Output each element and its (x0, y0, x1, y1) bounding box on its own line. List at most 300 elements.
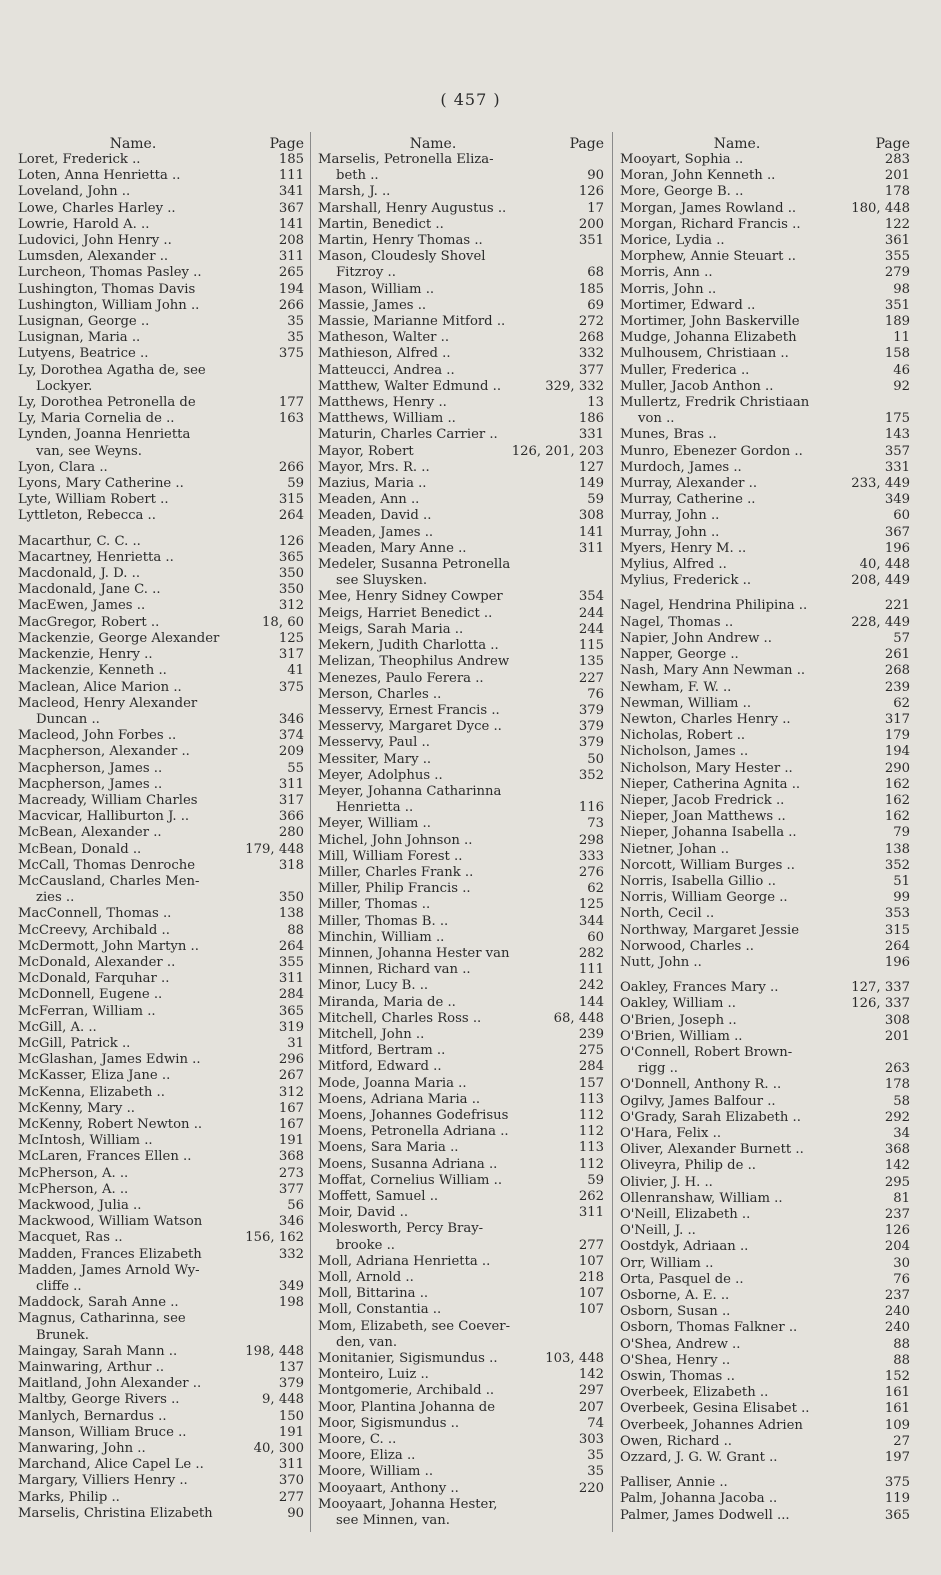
entry-name: Monitanier, Sigismundus .. (318, 1351, 498, 1367)
entry-page: 266 (278, 459, 304, 475)
entry-page: 141 (578, 524, 604, 540)
entry-name: Norwood, Charles .. (620, 938, 754, 954)
entry-name: McCall, Thomas Denroche (18, 857, 196, 873)
entry-name: Palliser, Annie .. (620, 1475, 728, 1491)
index-entry (620, 1369, 910, 1385)
entry-name: McPherson, A. .. (18, 1165, 129, 1181)
entry-page: 265 (278, 265, 304, 281)
entry-page: 27 (893, 1433, 910, 1449)
entry-name: Napper, George .. (620, 647, 739, 663)
entry-name: Murray, John .. (620, 524, 720, 540)
index-entry (318, 1205, 604, 1221)
index-entry (620, 1126, 910, 1142)
entry-page: 162 (884, 792, 910, 808)
index-entry (18, 346, 304, 362)
entry-page: 62 (587, 881, 604, 897)
index-entry (18, 508, 304, 524)
entry-name: see Minnen, van. (336, 1513, 450, 1529)
index-entry (318, 833, 604, 849)
index-entry (18, 1052, 304, 1068)
entry-name: Macpherson, James .. (18, 776, 163, 792)
index-entry (18, 1409, 304, 1425)
index-entry (18, 249, 304, 265)
entry-page: 79 (893, 825, 910, 841)
index-entry (18, 825, 304, 841)
column-header (318, 128, 604, 152)
entry-name: Mill, William Forest .. (318, 848, 463, 864)
entry-name: Miller, Thomas .. (318, 897, 431, 913)
entry-page: 81 (893, 1190, 910, 1206)
entry-name: den, van. (336, 1334, 398, 1350)
entry-page: 379 (578, 735, 604, 751)
index-entry (318, 217, 604, 233)
index-entry (318, 508, 604, 524)
entry-page: 178 (884, 1077, 910, 1093)
index-entry (620, 980, 910, 996)
entry-page: 112 (578, 1107, 604, 1123)
entry-name: Mylius, Frederick .. (620, 573, 752, 589)
entry-page: 221 (884, 598, 910, 614)
index-entry (620, 249, 910, 265)
index-entry (620, 184, 910, 200)
entry-page: 349 (278, 1279, 304, 1295)
entry-name: Lowrie, Harold A. .. (18, 216, 150, 232)
index-entry (18, 1036, 304, 1052)
index-entry (318, 152, 604, 168)
entry-page: 240 (884, 1320, 910, 1336)
entry-name: Ozzard, J. G. W. Grant .. (620, 1450, 778, 1466)
index-entry (18, 1457, 304, 1473)
entry-name: McGill, Patrick .. (18, 1035, 131, 1051)
entry-page: 375 (278, 346, 304, 362)
index-entry (620, 809, 910, 825)
entry-name: McDonald, Alexander .. (18, 954, 176, 970)
index-entry (620, 314, 910, 330)
entry-name: Maddock, Sarah Anne .. (18, 1295, 179, 1311)
entry-name: Lockyer. (36, 378, 93, 394)
page-number: ( 457 ) (440, 90, 501, 109)
index-entry (318, 816, 604, 832)
index-entry (18, 1392, 304, 1408)
entry-page: 282 (578, 945, 604, 961)
index-entry (318, 184, 604, 200)
entry-page: 41 (287, 663, 304, 679)
index-entry (620, 1304, 910, 1320)
entry-name: Mackenzie, Henry .. (18, 647, 153, 663)
index-entry (620, 1385, 910, 1401)
entry-name: Molesworth, Percy Bray- (318, 1221, 484, 1237)
index-entry (620, 201, 910, 217)
entry-name: Lusignan, Maria .. (18, 330, 141, 346)
index-entry (18, 809, 304, 825)
index-entry (620, 996, 910, 1012)
index-entry (620, 712, 910, 728)
index-entry (18, 1506, 304, 1522)
entry-page: 312 (278, 598, 304, 614)
index-entry (318, 411, 604, 427)
index-entry (18, 939, 304, 955)
entry-page: 167 (278, 1100, 304, 1116)
entry-page: 50 (587, 751, 604, 767)
entry-name: Moore, C. .. (318, 1432, 397, 1448)
entry-name: Lusignan, George .. (18, 314, 150, 330)
entry-name: Macquet, Ras .. (18, 1230, 123, 1246)
index-entry (620, 233, 910, 249)
entry-name: Massie, James .. (318, 297, 427, 313)
index-entry (18, 582, 304, 598)
entry-name: Madden, James Arnold Wy- (18, 1262, 200, 1278)
entry-name: Macarthur, C. C. .. (18, 533, 141, 549)
entry-name: Mulhousem, Christiaan .. (620, 346, 789, 362)
entry-page: 98 (893, 281, 910, 297)
entry-name: Maltby, George Rivers .. (18, 1392, 180, 1408)
entry-name: Nietner, Johan .. (620, 841, 730, 857)
index-entry (18, 1101, 304, 1117)
entry-name: Marselis, Christina Elizabeth (18, 1505, 213, 1521)
index-entry (620, 217, 910, 233)
index-entry (18, 615, 304, 631)
entry-name: Minnen, Richard van .. (318, 962, 471, 978)
index-entry (18, 647, 304, 663)
entry-page: 107 (578, 1302, 604, 1318)
entry-page: 317 (884, 711, 910, 727)
entry-page: 103, 448 (545, 1351, 604, 1367)
entry-name: Matthews, Henry .. (318, 395, 447, 411)
entry-page: 180, 448 (851, 200, 910, 216)
entry-page: 375 (278, 679, 304, 695)
entry-name: Mitford, Edward .. (318, 1059, 442, 1075)
index-entry (620, 1110, 910, 1126)
index-entry (620, 842, 910, 858)
index-entry (18, 680, 304, 696)
entry-name: Meaden, James .. (318, 524, 434, 540)
index-entry (620, 761, 910, 777)
entry-name: cliffe .. (36, 1279, 82, 1295)
entry-name: Mayor, Mrs. R. .. (318, 459, 430, 475)
entry-page: 240 (884, 1304, 910, 1320)
entry-name: Morice, Lydia .. (620, 233, 725, 249)
entry-page: 244 (578, 621, 604, 637)
entry-page: 317 (278, 647, 304, 663)
entry-name: Mitchell, John .. (318, 1026, 425, 1042)
entry-page: 296 (278, 1052, 304, 1068)
index-entry (18, 987, 304, 1003)
index-entry (18, 1198, 304, 1214)
entry-page: 152 (884, 1369, 910, 1385)
entry-name: Ly, Dorothea Petronella de (18, 395, 196, 411)
entry-name: North, Cecil .. (620, 906, 715, 922)
entry-name: Montgomerie, Archibald .. (318, 1383, 495, 1399)
entry-page: 365 (278, 549, 304, 565)
entry-page: 311 (278, 776, 304, 792)
entry-name: McKenny, Robert Newton .. (18, 1116, 203, 1132)
entry-name: Murdoch, James .. (620, 459, 742, 475)
index-entry (18, 663, 304, 679)
entry-page: 150 (278, 1408, 304, 1424)
entry-page: 62 (893, 695, 910, 711)
entry-name: Ollenranshaw, William .. (620, 1190, 783, 1206)
entry-name: Marselis, Petronella Eliza- (318, 152, 494, 167)
index-entry (620, 825, 910, 841)
entry-name: O'Hara, Felix .. (620, 1125, 722, 1141)
entry-name: Moffett, Samuel .. (318, 1189, 439, 1204)
index-entry (18, 598, 304, 614)
entry-page: 297 (578, 1383, 604, 1399)
entry-page: 197 (884, 1450, 910, 1466)
index-entry (620, 939, 910, 955)
index-entry (318, 784, 604, 800)
entry-page: 109 (884, 1417, 910, 1433)
index-entry (318, 995, 604, 1011)
entry-name: Ludovici, John Henry .. (18, 233, 172, 249)
entry-page: 367 (884, 524, 910, 540)
entry-page: 201 (884, 168, 910, 184)
index-entry (18, 761, 304, 777)
index-entry (620, 1320, 910, 1336)
entry-name: McGill, A. .. (18, 1019, 97, 1035)
entry-page: 167 (278, 1116, 304, 1132)
index-entry (318, 930, 604, 946)
index-entry (18, 265, 304, 281)
entry-page: 158 (884, 346, 910, 362)
entry-page: 273 (278, 1165, 304, 1181)
entry-page: 88 (287, 922, 304, 938)
index-entry (18, 184, 304, 200)
entry-name: Manwaring, John .. (18, 1441, 146, 1457)
entry-page: 68 (587, 265, 604, 281)
index-entry (18, 744, 304, 760)
index-entry (620, 1450, 910, 1466)
entry-name: Mackenzie, George Alexander (18, 630, 220, 646)
index-entry (620, 508, 910, 524)
index-entry (318, 379, 604, 395)
entry-page: 368 (278, 1149, 304, 1165)
entry-page: 58 (893, 1093, 910, 1109)
index-entry (18, 1004, 304, 1020)
entry-page: 379 (578, 702, 604, 718)
entry-page: 333 (578, 848, 604, 864)
entry-name: Meigs, Sarah Maria .. (318, 621, 464, 637)
entry-name: Duncan .. (36, 711, 100, 727)
entry-name: Messervy, Ernest Francis .. (318, 702, 500, 718)
entry-name: Mooyaart, Anthony .. (318, 1480, 459, 1496)
entry-name: Morris, Ann .. (620, 265, 713, 281)
index-entry (620, 1401, 910, 1417)
entry-page: 113 (578, 1091, 604, 1107)
entry-name: Palmer, James Dodwell ... (620, 1507, 790, 1523)
entry-name: Minchin, William .. (318, 929, 445, 945)
index-entry (18, 427, 304, 443)
index-entry (620, 955, 910, 971)
entry-name: Osborn, Thomas Falkner .. (620, 1320, 798, 1336)
index-entry (620, 492, 910, 508)
entry-name: O'Shea, Andrew .. (620, 1336, 741, 1352)
entry-name: Monteiro, Luiz .. (318, 1367, 429, 1383)
index-entry (620, 615, 910, 631)
entry-page: 208, 449 (851, 573, 910, 589)
entry-name: Macartney, Henrietta .. (18, 549, 174, 565)
entry-page: 194 (884, 744, 910, 760)
entry-name: Mitford, Bertram .. (318, 1043, 446, 1059)
index-entry (18, 777, 304, 793)
index-entry (318, 363, 604, 379)
entry-name: O'Connell, Robert Brown- (620, 1044, 793, 1060)
index-entry (18, 217, 304, 233)
entry-page: 11 (893, 330, 910, 346)
entry-page: 207 (578, 1399, 604, 1415)
index-entry (318, 719, 604, 735)
entry-page: 119 (884, 1491, 910, 1507)
entry-name: O'Donnell, Anthony R. .. (620, 1077, 782, 1093)
entry-page: 59 (587, 492, 604, 508)
index-entry (318, 1335, 604, 1351)
entry-name: Moll, Bittarina .. (318, 1286, 429, 1302)
entry-page: 40, 448 (859, 557, 910, 573)
index-entry (620, 1288, 910, 1304)
entry-page: 111 (578, 962, 604, 978)
entry-name: Matthew, Walter Edmund .. (318, 378, 502, 394)
entry-name: Brunek. (36, 1327, 89, 1343)
index-entry (620, 1434, 910, 1450)
entry-name: Madden, Frances Elizabeth (18, 1246, 202, 1262)
entry-page: 34 (893, 1125, 910, 1141)
index-entry (18, 460, 304, 476)
entry-name: Maclean, Alice Marion .. (18, 679, 182, 695)
entry-name: Lutyens, Beatrice .. (18, 346, 149, 362)
entry-name: Minnen, Johanna Hester van (318, 945, 510, 961)
index-entry (620, 395, 910, 411)
entry-name: Mortimer, John Baskerville (620, 314, 800, 330)
index-entry (620, 1475, 910, 1491)
entry-page: 375 (884, 1475, 910, 1491)
entry-name: zies .. (36, 890, 75, 906)
entry-name: Macvicar, Halliburton J. .. (18, 809, 190, 825)
entry-page: 144 (578, 994, 604, 1010)
index-entry (18, 1214, 304, 1230)
entry-name: Mayor, Robert (318, 443, 414, 459)
index-entry (620, 1239, 910, 1255)
index-entry (318, 330, 604, 346)
entry-page: 228, 449 (851, 614, 910, 630)
index-entry (18, 1473, 304, 1489)
entry-name: O'Brien, William .. (620, 1028, 743, 1044)
entry-page: 122 (884, 216, 910, 232)
entry-page: 198 (278, 1295, 304, 1311)
index-entry (620, 1175, 910, 1191)
entry-page: 135 (578, 654, 604, 670)
entry-page: 277 (278, 1489, 304, 1505)
entry-name: Manson, William Bruce .. (18, 1424, 187, 1440)
entry-name: McKasser, Eliza Jane .. (18, 1068, 171, 1084)
entry-page: 292 (884, 1109, 910, 1125)
entry-name: Oswin, Thomas .. (620, 1369, 735, 1385)
entry-name: Magnus, Catharinna, see (18, 1311, 186, 1327)
entry-name: Mooyaart, Johanna Hester, (318, 1496, 498, 1512)
index-entry (18, 971, 304, 987)
entry-page: 125 (578, 897, 604, 913)
entry-page: 142 (578, 1367, 604, 1383)
entry-page: 227 (578, 670, 604, 686)
entry-page: 244 (578, 605, 604, 621)
entry-page: 357 (884, 443, 910, 459)
entry-name: Lyons, Mary Catherine .. (18, 476, 184, 492)
entry-name: Lynden, Joanna Henrietta (18, 427, 191, 443)
entry-name: Macleod, John Forbes .. (18, 728, 177, 744)
entry-name: van, see Weyns. (36, 443, 142, 459)
index-entry (18, 712, 304, 728)
entry-page: 191 (278, 1133, 304, 1149)
entry-page: 59 (287, 476, 304, 492)
entry-name: Fitzroy .. (336, 265, 396, 281)
entry-name: Meyer, Johanna Catharinna (318, 783, 502, 799)
entry-page: 127, 337 (851, 980, 910, 996)
index-entry (18, 550, 304, 566)
entry-page: 112 (578, 1156, 604, 1172)
index-entry (620, 1094, 910, 1110)
entry-page: 346 (278, 1214, 304, 1230)
index-entry (18, 955, 304, 971)
entry-page: 196 (884, 540, 910, 556)
entry-page: 311 (578, 540, 604, 556)
entry-page: 311 (278, 1457, 304, 1473)
entry-page: 268 (578, 330, 604, 346)
entry-name: Melizan, Theophilus Andrew (318, 654, 510, 670)
entry-name: Mortimer, Edward .. (620, 297, 756, 313)
index-entry (18, 1279, 304, 1295)
entry-name: McCausland, Charles Men- (18, 873, 200, 889)
entry-name: Munro, Ebenezer Gordon .. (620, 443, 803, 459)
index-entry (318, 282, 604, 298)
index-entry (318, 654, 604, 670)
entry-name: McKenna, Elizabeth .. (18, 1084, 165, 1100)
index-entry (318, 1108, 604, 1124)
index-entry (18, 395, 304, 411)
entry-name: Matthews, William .. (318, 411, 456, 427)
entry-name: Moll, Arnold .. (318, 1270, 414, 1286)
entry-page: 69 (587, 297, 604, 313)
entry-name: Morris, John .. (620, 281, 717, 297)
index-entry (18, 874, 304, 890)
entry-page: 355 (278, 954, 304, 970)
entry-page: 311 (578, 1205, 604, 1221)
index-entry (318, 557, 604, 573)
index-entry (620, 379, 910, 395)
index-entry (18, 1360, 304, 1376)
entry-name: McIntosh, William .. (18, 1133, 153, 1149)
entry-page: 92 (893, 378, 910, 394)
entry-page: 272 (578, 314, 604, 330)
index-entry (318, 1432, 604, 1448)
entry-name: Macdonald, J. D. .. (18, 566, 141, 582)
entry-name: Ly, Maria Cornelia de .. (18, 411, 175, 427)
entry-page: 46 (893, 362, 910, 378)
index-entry (318, 298, 604, 314)
index-entry (620, 1077, 910, 1093)
index-entry (18, 1117, 304, 1133)
entry-page: 73 (587, 816, 604, 832)
entry-page: 341 (278, 184, 304, 200)
entry-page: 367 (278, 200, 304, 216)
entry-page: 18, 60 (262, 614, 304, 630)
entry-page: 220 (578, 1480, 604, 1496)
index-entry (18, 1263, 304, 1279)
index-entry (620, 411, 910, 427)
index-entry (318, 1319, 604, 1335)
entry-page: 31 (287, 1035, 304, 1051)
entry-name: Mee, Henry Sidney Cowper (318, 589, 503, 605)
entry-page: 365 (278, 1003, 304, 1019)
entry-name: Nieper, Jacob Fredrick .. (620, 792, 785, 808)
